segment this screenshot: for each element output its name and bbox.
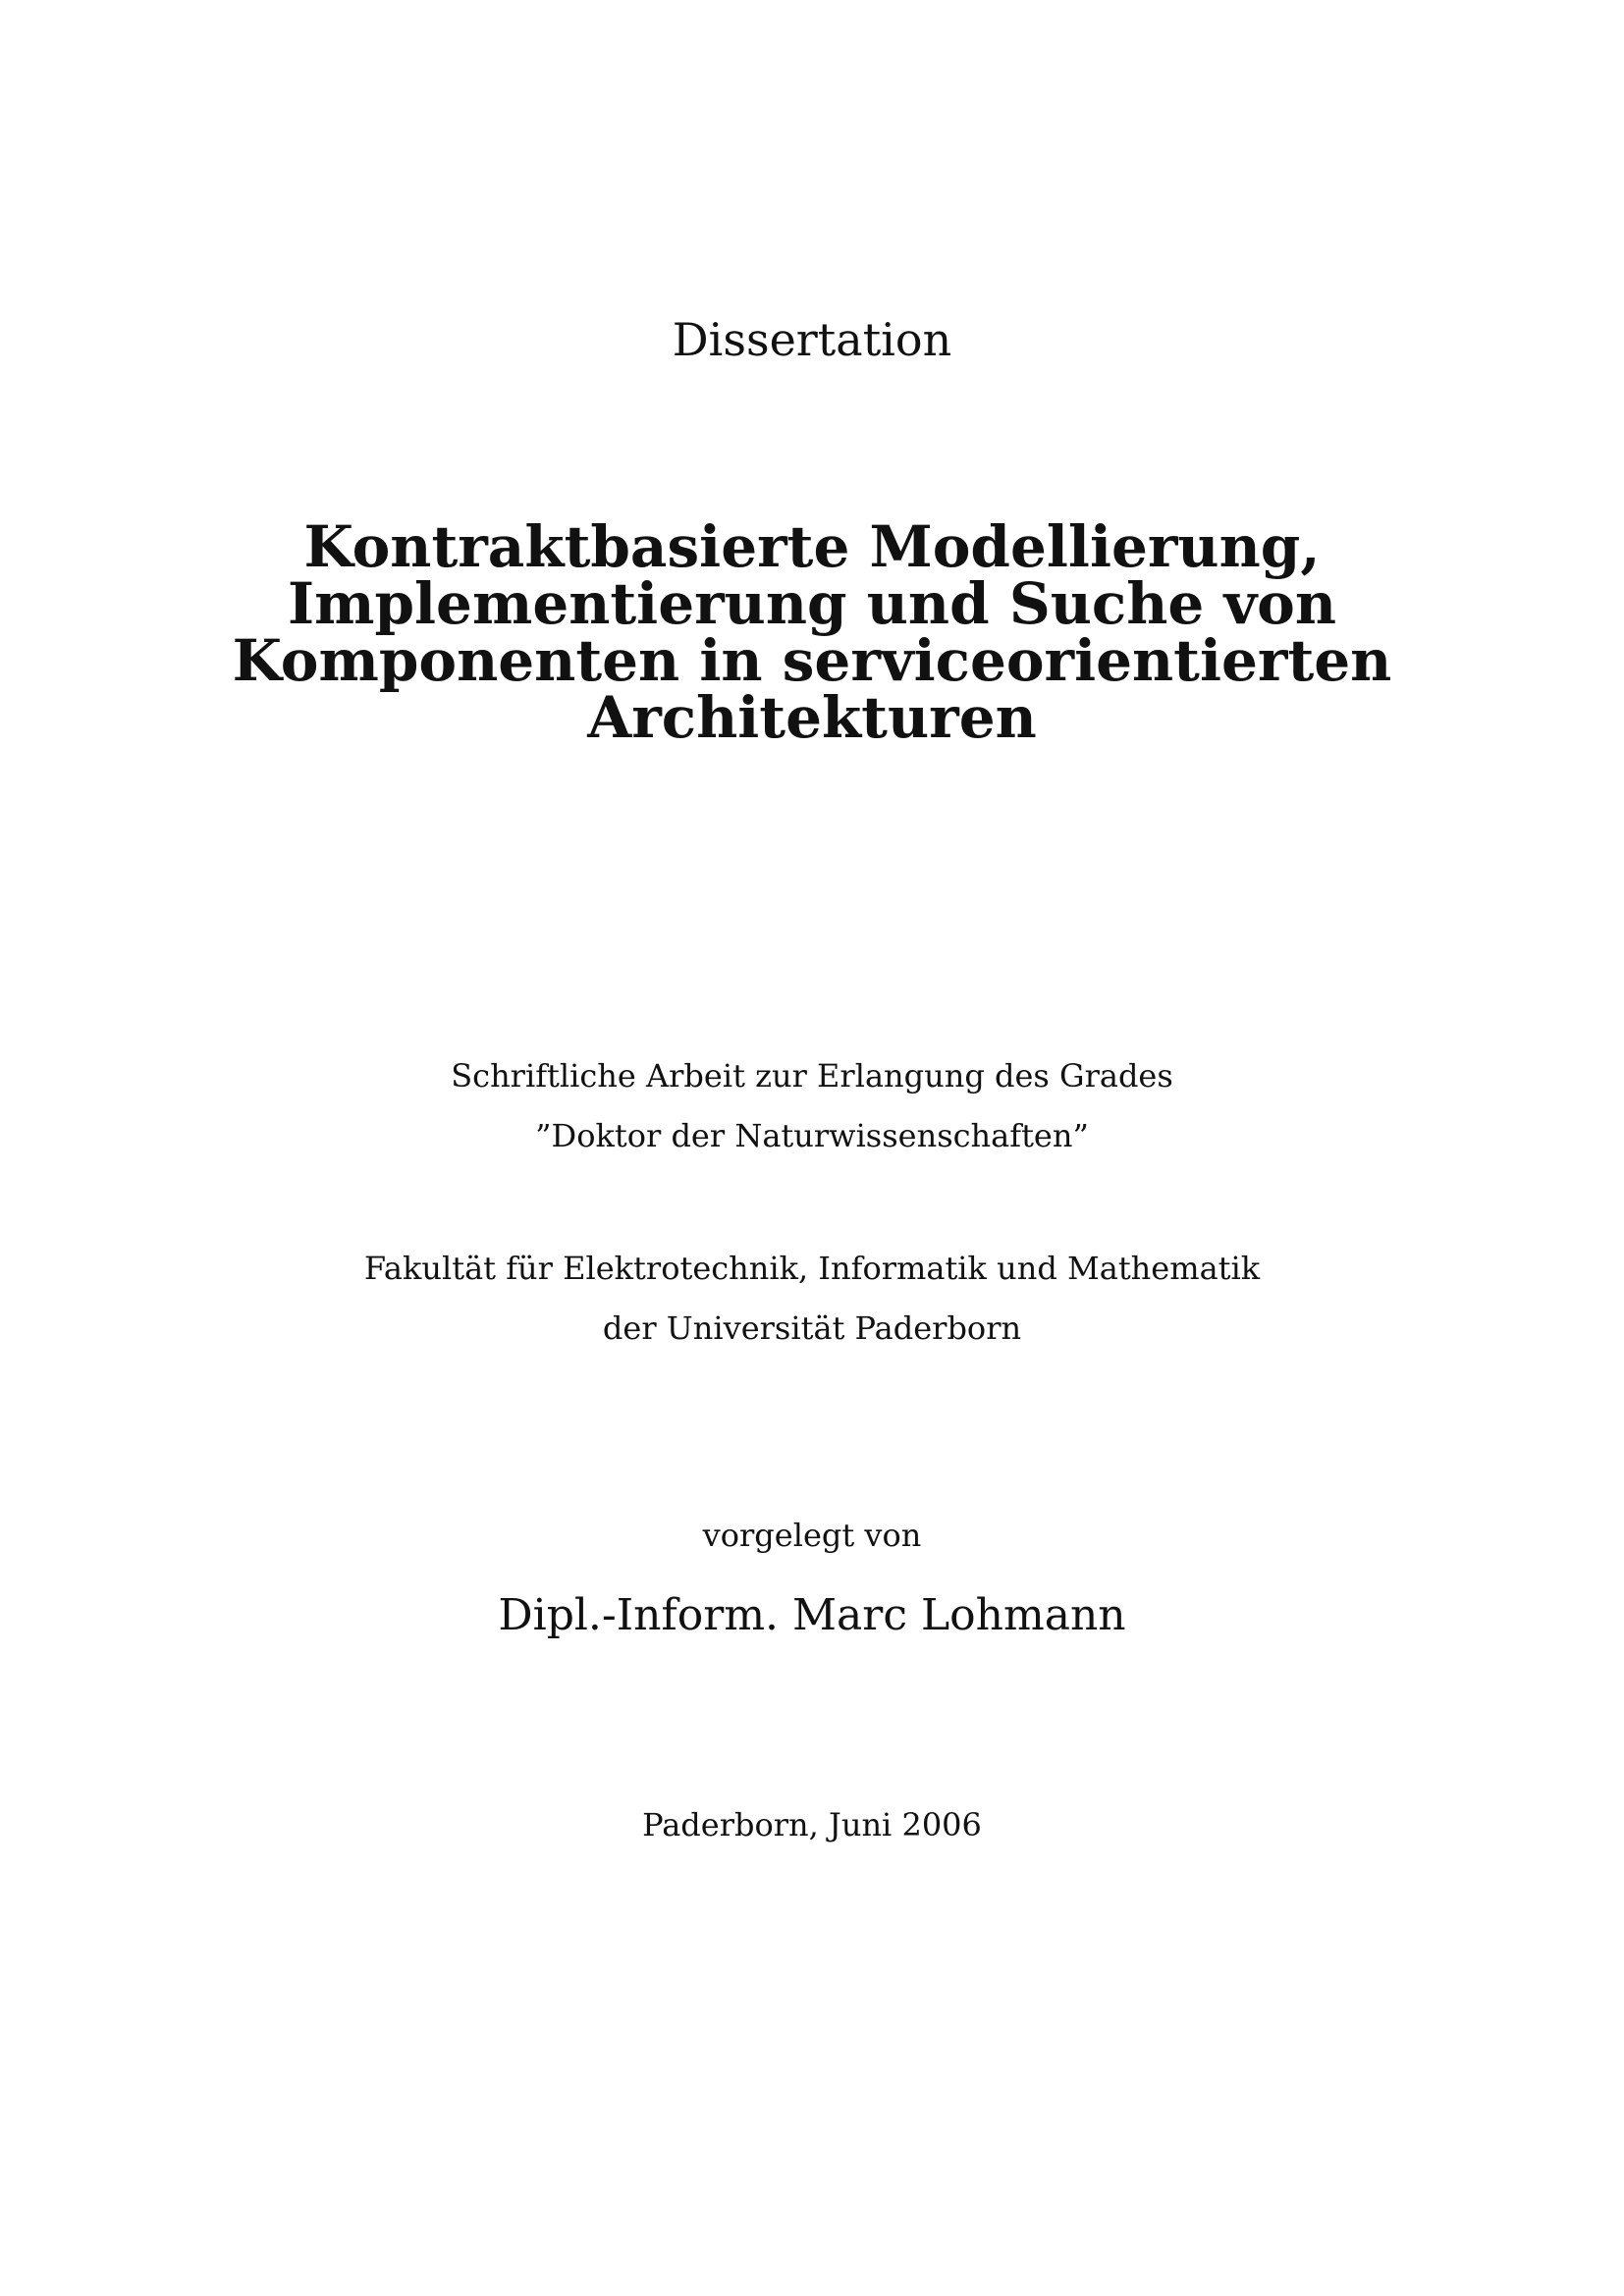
degree-name-line: ”Doktor der Naturwissenschaften” [535, 1117, 1089, 1154]
document-type-label: Dissertation [672, 313, 952, 366]
faculty-line: Fakultät für Elektrotechnik, Informatik und Mathematik [363, 1250, 1261, 1287]
dissertation-title [0, 513, 1624, 751]
title-line-4: Architekturen [587, 684, 1037, 751]
place-and-date: Paderborn, Juni 2006 [642, 1806, 982, 1843]
title-line-1: Kontraktbasierte Modellierung, [303, 513, 1321, 580]
author-name: Dipl.-Inform. Marc Lohmann [498, 1590, 1126, 1640]
degree-purpose-line: Schriftliche Arbeit zur Erlangung des Grades [451, 1057, 1173, 1095]
presented-by-label: vorgelegt von [702, 1517, 922, 1554]
university-line: der Universität Paderborn [602, 1309, 1022, 1347]
title-line-3: Komponenten in serviceorientierten [232, 627, 1392, 694]
title-line-2: Implementierung und Suche von [287, 570, 1337, 637]
